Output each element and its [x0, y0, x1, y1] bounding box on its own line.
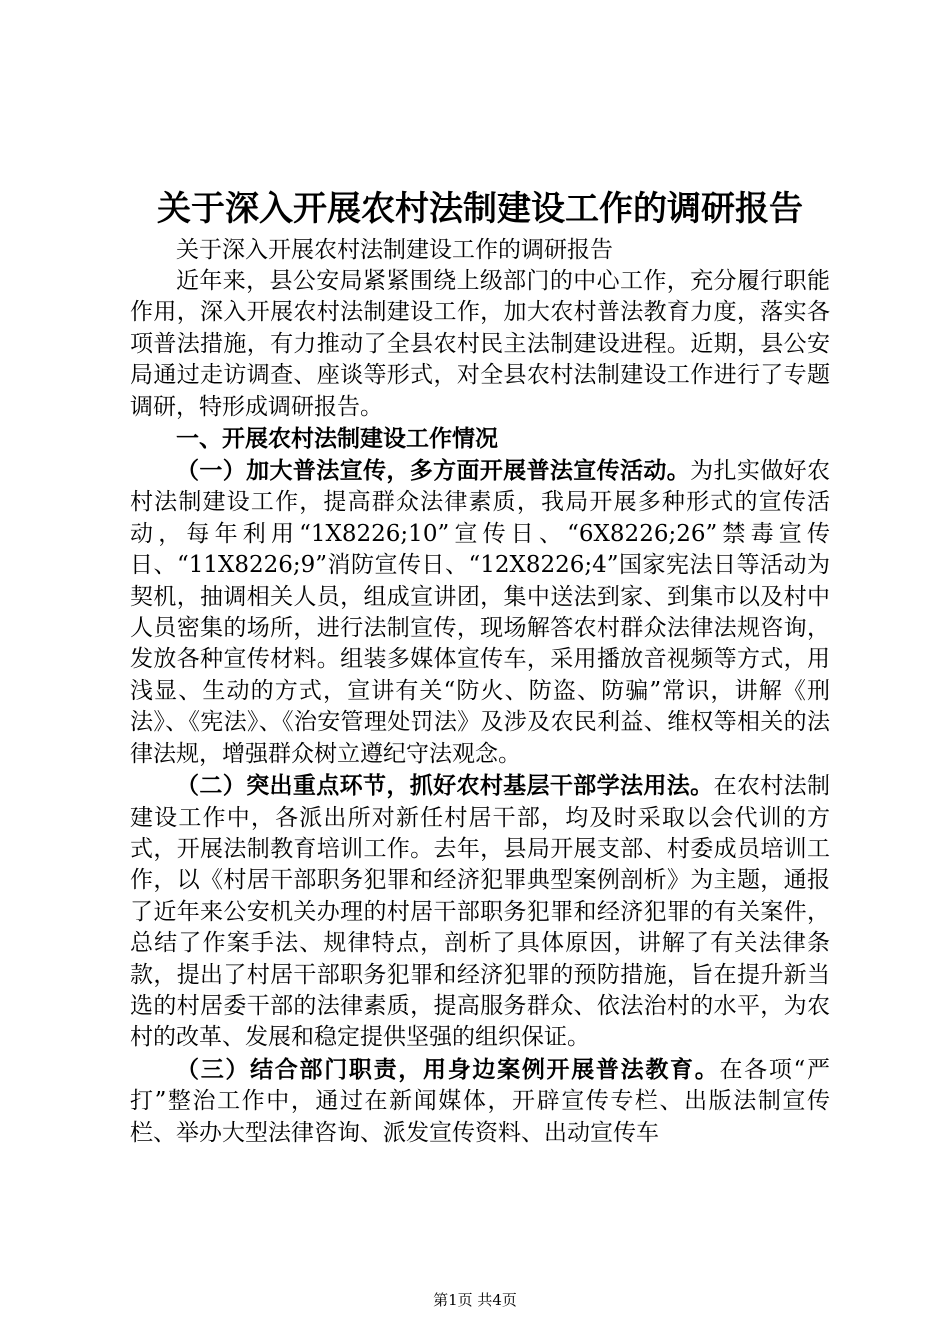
- section-heading: 一、开展农村法制建设工作情况: [176, 425, 498, 453]
- document-page: [130, 185, 830, 1149]
- item-3-paragraph: [130, 1054, 830, 1149]
- document-subtitle: 关于深入开展农村法制建设工作的调研报告: [176, 237, 613, 263]
- item-3-lead: （三）结合部门职责，用身边案例开展普法教育。: [176, 1055, 720, 1083]
- item-3-body: 在各项“严打”整治工作中，通过在新闻媒体，开辟宣传专栏、出版法制宣传栏、举办大型法律咨询、派发宣传资料、出动宣传车: [130, 1056, 831, 1146]
- intro-paragraph: 近年来，县公安局紧紧围绕上级部门的中心工作，充分履行职能作用，深入开展农村法制建设工作，加大农村普法教育力度，落实各项普法措施，有力推动了全县农村民主法制建设进程。近期，县公安局通过走访调查、座谈等形式，对全县农村法制建设工作进行了专题调研，特形成调研报告。: [130, 268, 830, 420]
- document-title: 关于深入开展农村法制建设工作的调研报告: [157, 189, 803, 229]
- item-2-body: 在农村法制建设工作中，各派出所对新任村居干部，均及时采取以会代训的方式，开展法制教育培训工作。去年，县局开展支部、村委成员培训工作，以《村居干部职务犯罪和经济犯罪典型案例剖析》为主题，通报了近年来公安机关办理的村居干部职务犯罪和经济犯罪的有关案件，总结了作案手法、规律特点，剖析了具体原因，讲解了有关法律条款，提出了村居干部职务犯罪和经济犯罪的预防措施，旨在提升新当选的村居委干部的法律素质，提高服务群众、依法治村的水平，为农村的改革、发展和稳定提供坚强的组织保证。: [130, 773, 831, 1051]
- item-1-body: 为扎实做好农村法制建设工作，提高群众法律素质，我局开展多种形式的宣传活动，每年利用“1X8226;10”宣传日、“6X8226;26”禁毒宣传日、“11X8226;9”消防宣传日、“12X8226;4”国家宪法日等活动为契机，抽调相关人员，组成宣讲团，集中送法到家、到集市以及村中人员密集的场所，进行法制宣传，现场解答农村群众法律法规咨询，发放各种宣传材料。组装多媒体宣传车，采用播放音视频等方式，用浅显、生动的方式，宣讲有关“防火、防盗、防骗”常识，讲解《刑法》、《宪法》、《治安管理处罚法》及涉及农民利益、维权等相关的法律法规，增强群众树立遵纪守法观念。: [130, 458, 831, 767]
- item-2-paragraph: [130, 770, 830, 1054]
- item-1-paragraph: [130, 455, 830, 770]
- item-2-lead: （二）突出重点环节，抓好农村基层干部学法用法。: [176, 772, 714, 800]
- item-1-lead: （一）加大普法宣传，多方面开展普法宣传活动。: [176, 457, 691, 485]
- page-footer: 第1页 共4页: [433, 1291, 517, 1309]
